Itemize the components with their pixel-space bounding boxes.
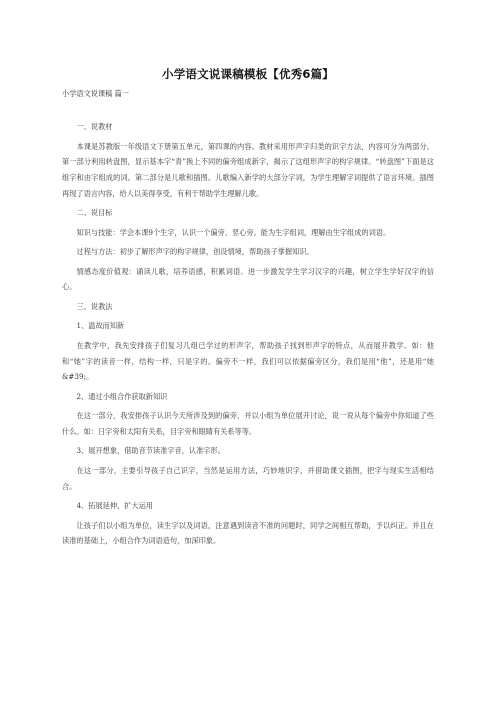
section-heading: 2、通过小组合作获取新知识 — [76, 391, 168, 401]
document-body — [62, 119, 434, 549]
body-paragraph: 本课是苏教版一年级语文下册第五单元，第四课的内容。教材采用形声字归类的识字方法，内容可分为两部分。第一部分利用转盘图，显示基本字“青”换上不同的偏旁组成新字，揭示了这组形声字的构字规律。“转盘图”下面是这组字和由字组成的词。第二部分是儿歌和插图。儿歌编入新学的大部分字词，为学生理解字词提供了语言环境。插图再现了语言内容，给人以美得享受，有利于帮助学生理解儿歌。 — [62, 141, 434, 198]
body-paragraph: 在这一部分，我安排孩子认识今天所涉及到的偏旁，并以小组为单位展开讨论，说一说从每个偏旁中你知道了些什么。如：日字旁和太阳有关系，目字旁和眼睛有关系等等。 — [62, 411, 434, 436]
body-paragraph: 知识与技能：学会本课9个生字，认识一个偏旁，竖心旁。能为生字组词，理解由生字组成的词语。 — [76, 227, 391, 237]
body-paragraph: 过程与方法：初步了解形声字的构字规律，创设情境，帮助孩子掌握知识。 — [76, 247, 314, 257]
section-heading: 4、拓展延伸，扩大运用 — [76, 501, 153, 511]
body-paragraph: 在教学中，我先安排孩子们复习几组已学过的形声字，帮助孩子找到形声字的特点，从而展开教学。如：他和“她”字的读音一样，结构一样，只是字的。偏旁不一样，我们可以依据偏旁区分，我们是用“他”，还是用“她&#39;。 — [62, 340, 434, 382]
body-paragraph: 让孩子们以小组为单位，读生字以及词语，注意遇到读音不准的问题时，同学之间相互帮助，予以纠正。并且在读准的基础上，小组合作为词语造句，加深印象。 — [62, 520, 434, 546]
document-subtitle: 小学语文说课稿 篇一 — [62, 89, 129, 98]
section-heading: 三、说教法 — [76, 301, 113, 311]
body-paragraph: 在这一部分，主要引导孩子自己识字，当然是运用方法，巧妙地识字，并借助课文插图，把字与现实生活相结合。 — [62, 465, 434, 491]
section-heading: 1、温故而知新 — [76, 321, 125, 331]
body-paragraph: 情感态度价值观：诵读儿歌，培养语感，积累词语。进一步激发学生学习汉字的兴趣，树立学生学好汉字的信心。 — [62, 266, 434, 292]
page-title: 小学语文说课稿模板【优秀6篇】 — [162, 67, 334, 81]
section-heading: 3、展开想象，借助音节读准字音，认准字形。 — [76, 446, 225, 456]
section-heading: 一、说教材 — [76, 122, 113, 131]
section-heading: 二、说目标 — [76, 208, 113, 218]
document-page — [62, 0, 434, 549]
